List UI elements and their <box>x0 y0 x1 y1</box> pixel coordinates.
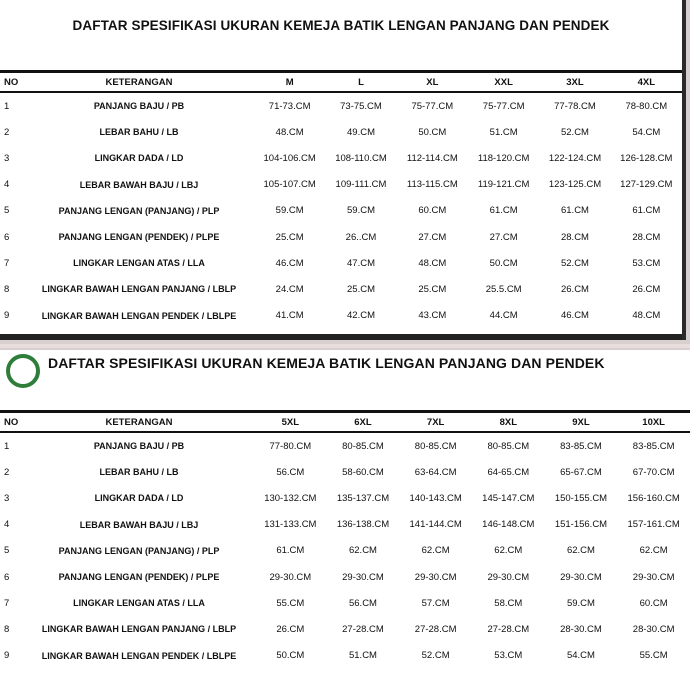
size-value-cell: 157-161.CM <box>627 519 680 531</box>
size-value-cell: 73-75.CM <box>340 100 382 112</box>
row-number: 6 <box>4 231 10 243</box>
row-number: 1 <box>4 440 10 452</box>
size-value-cell: 71-73.CM <box>268 100 311 112</box>
size-value-cell: 50.CM <box>489 257 518 269</box>
header-size: 10XL <box>642 416 665 428</box>
row-number: 2 <box>4 466 10 478</box>
size-table-2 <box>0 410 690 669</box>
row-label: LINGKAR LENGAN ATAS / LLA <box>73 598 205 609</box>
size-value-cell: 25.5.CM <box>485 283 522 295</box>
size-value-cell: 80-85.CM <box>414 440 457 452</box>
row-number: 4 <box>4 519 10 531</box>
size-value-cell: 62.CM <box>566 545 595 557</box>
size-value-cell: 108-110.CM <box>335 152 387 164</box>
row-label: LINGKAR BAWAH LENGAN PANJANG / LBLP <box>41 284 237 295</box>
size-value-cell: 78-80.CM <box>625 100 668 112</box>
size-value-cell: 49.CM <box>347 126 375 138</box>
size-value-cell: 119-121.CM <box>477 179 530 191</box>
size-value-cell: 28-30.CM <box>632 623 675 635</box>
size-value-cell: 46.CM <box>560 310 589 322</box>
size-value-cell: 59.CM <box>275 205 304 217</box>
size-value-cell: 83-85.CM <box>632 440 675 452</box>
size-value-cell: 53.CM <box>494 650 523 662</box>
size-table-1 <box>0 70 682 329</box>
size-value-cell: 27-28.CM <box>342 623 384 635</box>
table-row <box>0 198 682 224</box>
size-value-cell: 48.CM <box>275 126 304 138</box>
size-value-cell: 59.CM <box>347 205 375 217</box>
size-value-cell: 29-30.CM <box>342 571 384 583</box>
row-label: LEBAR BAHU / LB <box>99 127 179 138</box>
table-row <box>0 250 682 276</box>
header-no: NO <box>4 416 19 428</box>
table-row <box>0 92 682 119</box>
size-value-cell: 112-114.CM <box>406 152 458 164</box>
size-value-cell: 50.CM <box>276 650 305 662</box>
row-number: 7 <box>4 597 10 609</box>
size-value-cell: 44.CM <box>489 310 518 322</box>
table-row <box>0 512 690 538</box>
size-value-cell: 62.CM <box>639 545 668 557</box>
header-size: 6XL <box>354 416 372 428</box>
table-header-row <box>0 72 682 93</box>
size-value-cell: 61.CM <box>489 205 518 217</box>
header-size: 9XL <box>572 416 590 428</box>
size-value-cell: 62.CM <box>494 545 523 557</box>
size-value-cell: 26..CM <box>345 231 377 243</box>
size-value-cell: 80-85.CM <box>342 440 384 452</box>
panel-separator <box>0 344 690 348</box>
size-value-cell: 29-30.CM <box>269 571 312 583</box>
row-number: 8 <box>4 623 10 635</box>
size-value-cell: 60.CM <box>639 597 668 609</box>
size-chart-panel-1 <box>0 0 686 340</box>
size-value-cell: 43.CM <box>418 310 447 322</box>
table-row <box>0 145 682 171</box>
size-value-cell: 77-80.CM <box>269 440 312 452</box>
size-value-cell: 55.CM <box>639 650 668 662</box>
size-value-cell: 54.CM <box>566 650 595 662</box>
row-label: LINGKAR DADA / LD <box>94 153 184 164</box>
size-value-cell: 141-144.CM <box>409 519 462 531</box>
table-row <box>0 538 690 564</box>
size-value-cell: 62.CM <box>348 545 377 557</box>
row-number: 2 <box>4 126 10 138</box>
size-value-cell: 28-30.CM <box>560 623 602 635</box>
row-label: PANJANG BAJU / PB <box>93 101 185 112</box>
size-value-cell: 61.CM <box>560 205 589 217</box>
size-value-cell: 61.CM <box>632 205 661 217</box>
size-value-cell: 26.CM <box>632 283 661 295</box>
chart-title: DAFTAR SPESIFIKASI UKURAN KEMEJA BATIK LENGAN PANJANG DAN PENDEK <box>48 355 605 371</box>
row-number: 6 <box>4 571 10 583</box>
size-value-cell: 29-30.CM <box>632 571 675 583</box>
header-keterangan: KETERANGAN <box>105 76 173 88</box>
size-value-cell: 27.CM <box>418 231 447 243</box>
row-label: LEBAR BAWAH BAJU / LBJ <box>79 519 199 530</box>
header-keterangan: KETERANGAN <box>105 416 173 428</box>
size-value-cell: 75-77.CM <box>411 100 454 112</box>
size-value-cell: 58-60.CM <box>342 466 384 478</box>
size-value-cell: 46.CM <box>275 257 304 269</box>
table-row <box>0 119 682 145</box>
row-label: PANJANG LENGAN (PANJANG) / PLP <box>58 205 220 216</box>
size-value-cell: 56.CM <box>276 466 305 478</box>
size-value-cell: 62.CM <box>421 545 450 557</box>
size-value-cell: 29-30.CM <box>487 571 530 583</box>
table-row <box>0 643 690 669</box>
size-value-cell: 156-160.CM <box>627 492 680 504</box>
size-value-cell: 27-28.CM <box>414 623 457 635</box>
row-number: 5 <box>4 205 10 217</box>
size-value-cell: 25.CM <box>347 283 375 295</box>
size-value-cell: 109-111.CM <box>335 179 387 191</box>
size-value-cell: 135-137.CM <box>336 492 390 504</box>
table-row <box>0 616 690 642</box>
row-number: 9 <box>4 650 10 662</box>
row-label: LEBAR BAWAH BAJU / LBJ <box>79 179 199 190</box>
size-value-cell: 127-129.CM <box>620 179 673 191</box>
size-value-cell: 54.CM <box>632 126 661 138</box>
size-value-cell: 59.CM <box>566 597 595 609</box>
size-value-cell: 105-107.CM <box>263 179 316 191</box>
size-value-cell: 60.CM <box>418 205 447 217</box>
size-value-cell: 53.CM <box>632 257 661 269</box>
size-value-cell: 28.CM <box>632 231 661 243</box>
row-label: LINGKAR LENGAN ATAS / LLA <box>73 258 205 269</box>
size-value-cell: 52.CM <box>421 650 450 662</box>
row-number: 8 <box>4 283 10 295</box>
header-size: 7XL <box>426 416 445 428</box>
chart-title: DAFTAR SPESIFIKASI UKURAN KEMEJA BATIK LENGAN PANJANG DAN PENDEK <box>72 18 610 33</box>
size-value-cell: 24.CM <box>275 283 304 295</box>
row-label: PANJANG LENGAN (PANJANG) / PLP <box>58 545 220 556</box>
header-size: XL <box>426 76 439 88</box>
table-row <box>0 276 682 302</box>
size-value-cell: 63-64.CM <box>414 466 457 478</box>
size-value-cell: 80-85.CM <box>487 440 530 452</box>
header-size: XXL <box>494 76 513 88</box>
header-size: L <box>358 76 364 88</box>
header-size: 8XL <box>499 416 518 428</box>
size-value-cell: 55.CM <box>276 597 305 609</box>
row-label: LINGKAR BAWAH LENGAN PANJANG / LBLP <box>41 624 237 635</box>
size-value-cell: 42.CM <box>347 310 375 322</box>
header-size: M <box>285 76 294 88</box>
size-value-cell: 58.CM <box>494 597 523 609</box>
table-row <box>0 432 690 459</box>
size-value-cell: 130-132.CM <box>264 492 317 504</box>
size-value-cell: 118-120.CM <box>477 152 530 164</box>
row-number: 5 <box>4 545 10 557</box>
size-value-cell: 67-70.CM <box>632 466 675 478</box>
size-value-cell: 25.CM <box>418 283 447 295</box>
table-row <box>0 224 682 250</box>
row-number: 3 <box>4 492 10 504</box>
size-value-cell: 56.CM <box>348 597 377 609</box>
table-row <box>0 459 690 485</box>
size-value-cell: 131-133.CM <box>264 519 317 531</box>
row-number: 7 <box>4 257 10 269</box>
header-size: 4XL <box>637 76 656 88</box>
row-number: 3 <box>4 152 10 164</box>
size-value-cell: 29-30.CM <box>414 571 457 583</box>
row-label: LINGKAR DADA / LD <box>94 493 184 504</box>
size-value-cell: 122-124.CM <box>548 152 602 164</box>
size-value-cell: 28.CM <box>560 231 589 243</box>
logo-ring-icon <box>6 354 40 388</box>
row-number: 9 <box>4 310 10 322</box>
size-value-cell: 26.CM <box>276 623 305 635</box>
size-value-cell: 123-125.CM <box>548 179 602 191</box>
size-value-cell: 41.CM <box>275 310 304 322</box>
row-number: 1 <box>4 100 10 112</box>
size-value-cell: 104-106.CM <box>263 152 316 164</box>
size-value-cell: 83-85.CM <box>560 440 602 452</box>
size-value-cell: 57.CM <box>421 597 450 609</box>
table-row <box>0 564 690 590</box>
size-value-cell: 51.CM <box>489 126 518 138</box>
size-value-cell: 48.CM <box>418 257 447 269</box>
size-value-cell: 146-148.CM <box>482 519 535 531</box>
size-value-cell: 65-67.CM <box>560 466 602 478</box>
table-row <box>0 590 690 616</box>
table-header-row <box>0 412 690 433</box>
size-value-cell: 126-128.CM <box>620 152 673 164</box>
size-value-cell: 75-77.CM <box>482 100 525 112</box>
size-value-cell: 29-30.CM <box>560 571 602 583</box>
table-row <box>0 303 682 329</box>
row-label: LINGKAR BAWAH LENGAN PENDEK / LBLPE <box>41 310 237 321</box>
size-value-cell: 25.CM <box>275 231 304 243</box>
size-value-cell: 61.CM <box>276 545 305 557</box>
size-value-cell: 77-78.CM <box>554 100 596 112</box>
size-value-cell: 52.CM <box>560 126 589 138</box>
size-value-cell: 113-115.CM <box>406 179 458 191</box>
header-no: NO <box>4 76 19 88</box>
size-chart-panel-2 <box>0 350 690 690</box>
size-value-cell: 27.CM <box>489 231 518 243</box>
size-value-cell: 151-156.CM <box>554 519 608 531</box>
size-value-cell: 136-138.CM <box>336 519 390 531</box>
size-value-cell: 140-143.CM <box>409 492 462 504</box>
row-label: PANJANG BAJU / PB <box>93 441 185 452</box>
row-label: LEBAR BAHU / LB <box>99 467 179 478</box>
panel-bottom-border <box>0 334 682 340</box>
size-value-cell: 50.CM <box>418 126 447 138</box>
row-number: 4 <box>4 179 10 191</box>
header-size: 5XL <box>281 416 300 428</box>
size-value-cell: 51.CM <box>348 650 377 662</box>
size-value-cell: 47.CM <box>347 257 375 269</box>
size-value-cell: 26.CM <box>560 283 589 295</box>
size-value-cell: 64-65.CM <box>487 466 530 478</box>
size-value-cell: 48.CM <box>632 310 661 322</box>
size-value-cell: 145-147.CM <box>482 492 535 504</box>
row-label: PANJANG LENGAN (PENDEK) / PLPE <box>58 232 220 243</box>
size-value-cell: 52.CM <box>560 257 589 269</box>
row-label: LINGKAR BAWAH LENGAN PENDEK / LBLPE <box>41 650 237 661</box>
size-value-cell: 27-28.CM <box>487 623 530 635</box>
row-label: PANJANG LENGAN (PENDEK) / PLPE <box>58 572 220 583</box>
table-row <box>0 485 690 511</box>
size-value-cell: 150-155.CM <box>554 492 608 504</box>
table-row <box>0 172 682 198</box>
header-size: 3XL <box>566 76 584 88</box>
